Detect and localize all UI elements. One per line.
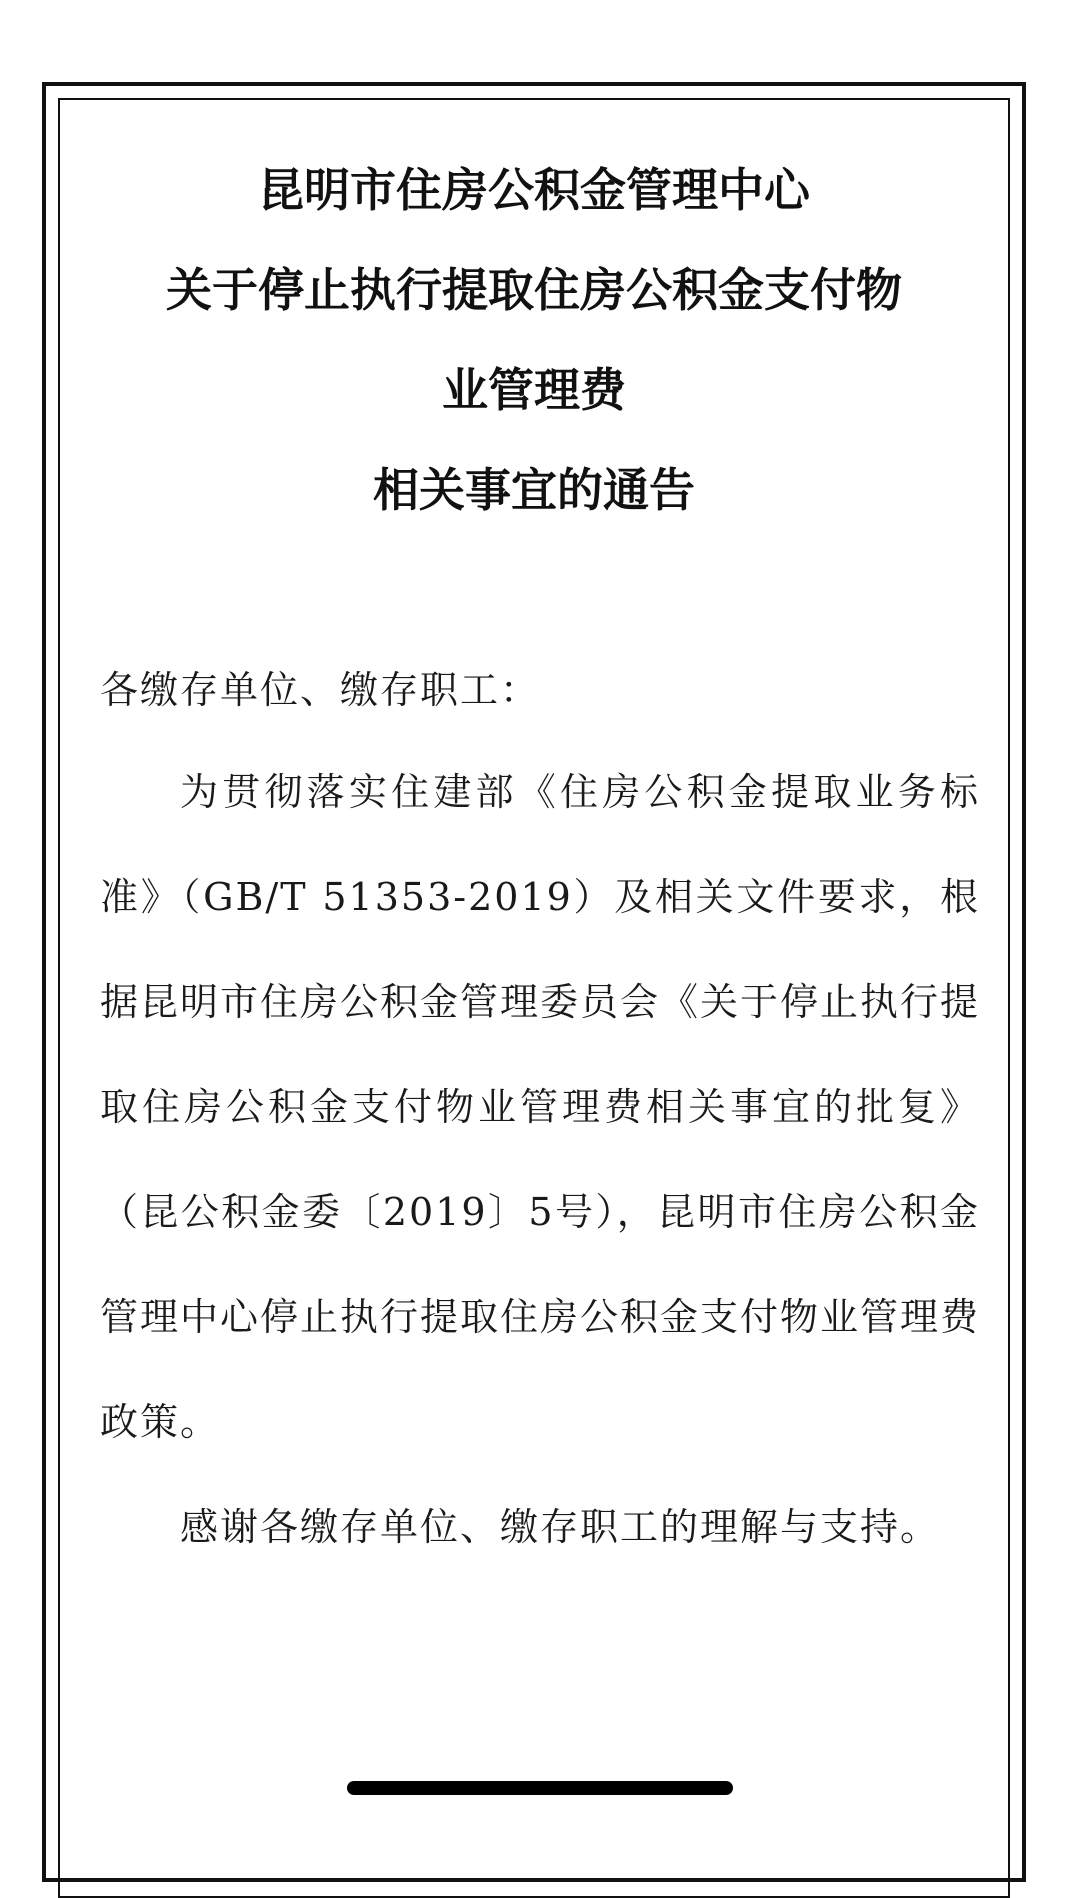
notice-body (100, 640, 980, 1580)
home-indicator[interactable] (347, 1781, 733, 1795)
notice-title (60, 140, 1008, 540)
body-paragraph-2: 感谢各缴存单位、缴存职工的理解与支持。 (180, 1505, 941, 1549)
title-line-2: 关于停止执行提取住房公积金支付物 (166, 263, 902, 317)
body-paragraph-1: 为贯彻落实住建部《住房公积金提取业务标准》（GB/T 51353-2019）及相关文件要求，根据昆明市住房公积金管理委员会《关于停止执行提取住房公积金支付物业管理费相关事宜的批复》（昆公积金委〔2019〕5号），昆明市住房公积金管理中心停止执行提取住房公积金支付物业管理费政策。 (100, 770, 981, 1444)
title-line-4: 相关事宜的通告 (373, 463, 695, 517)
salutation: 各缴存单位、缴存职工： (100, 668, 541, 712)
title-line-3: 业管理费 (442, 363, 626, 417)
title-line-1: 昆明市住房公积金管理中心 (258, 163, 810, 217)
